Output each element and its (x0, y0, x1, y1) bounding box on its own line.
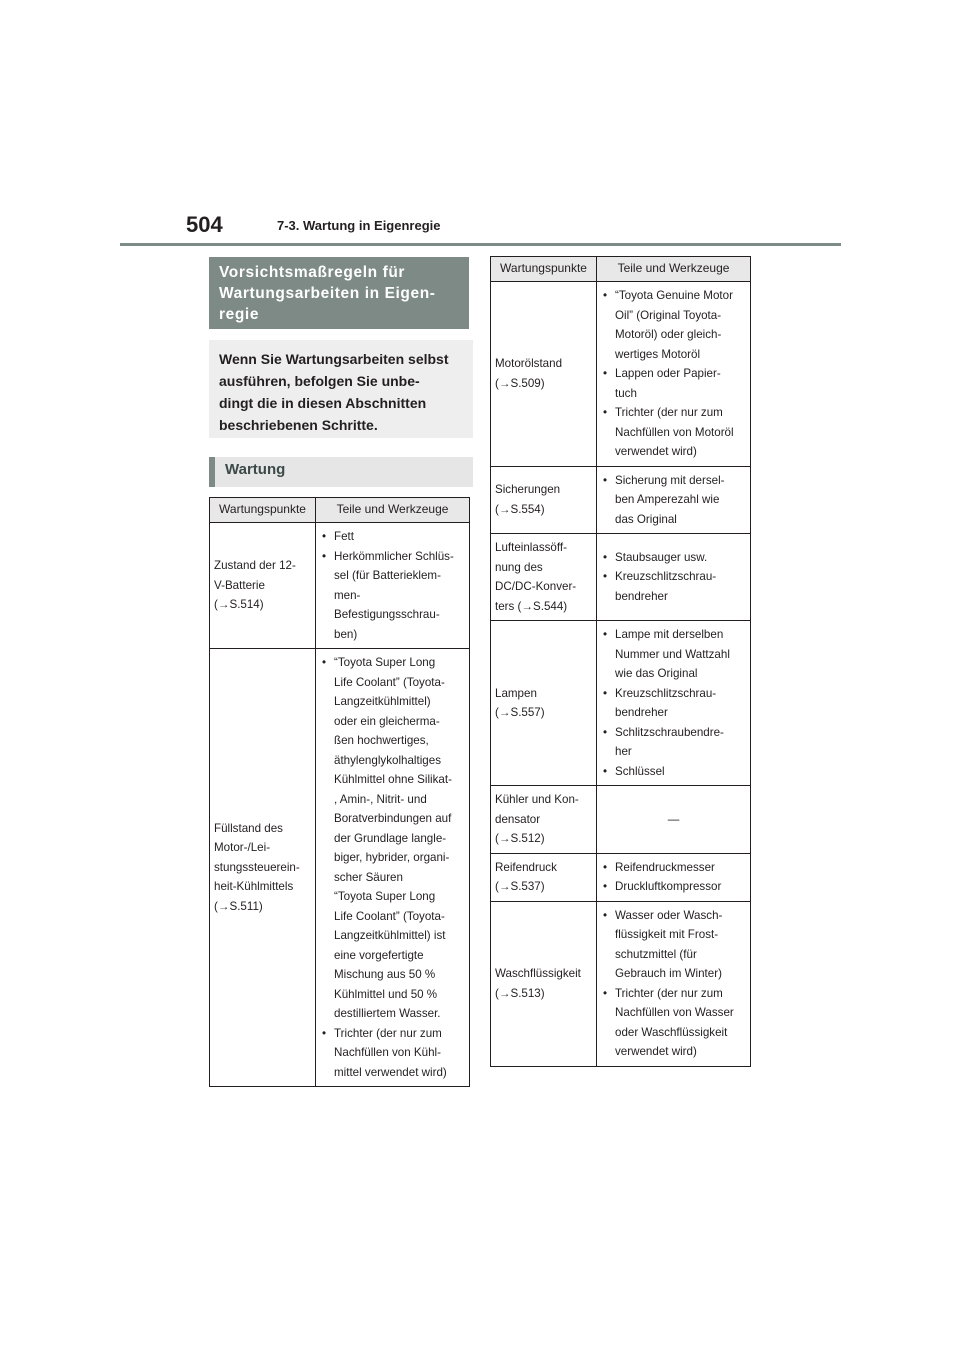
item-line: (→S.513) (495, 986, 545, 1000)
list-item-line: biger, hybrider, organi- (334, 851, 450, 864)
list-item (601, 858, 746, 878)
list-item (601, 286, 746, 364)
item-line: (→S.537) (495, 880, 545, 893)
item-line: heit-Kühlmittels (214, 880, 294, 894)
list-item (601, 364, 746, 403)
list-item-line: das Original (615, 512, 677, 526)
table-row (491, 786, 751, 854)
list-item-line: Trichter (der nur zum (334, 1026, 442, 1040)
list-item (601, 684, 746, 723)
list-item-line: Boratverbindungen auf (334, 812, 452, 825)
intro-line: dingt die in diesen Abschnitten (219, 395, 427, 411)
parts-and-tools (597, 282, 751, 467)
item-line: (→S.512) (495, 832, 545, 845)
item-line: Motor-/Lei- (214, 841, 271, 855)
list-item (601, 877, 746, 897)
list-item (320, 547, 465, 645)
intro-text (209, 340, 473, 438)
maintenance-item (491, 282, 597, 467)
item-line: Kühler und Kon- (495, 793, 579, 806)
item-line: DC/DC-Konver- (495, 580, 577, 593)
list-item-line: äthylenglykolhaltiges (334, 753, 441, 767)
list-item-line: sel (für Batterieklem- (334, 569, 441, 582)
column-header-tools: Teile und Werkzeuge (597, 257, 751, 282)
list-item-line: Staubsauger usw. (615, 550, 708, 564)
item-line: (→S.557) (495, 706, 545, 719)
list-item (601, 403, 746, 462)
list-item-line: , Amin-, Nitrit- und (334, 792, 427, 806)
list-item-line: Nachfüllen von Wasser (615, 1006, 734, 1019)
list-item-line: Lampe mit derselben (615, 628, 724, 641)
title-box (209, 257, 469, 329)
intro-line: ausführen, befolgen Sie unbe- (219, 373, 420, 389)
section-header: 7-3. Wartung in Eigenregie (277, 218, 441, 233)
item-line: Reifendruck (495, 860, 557, 874)
tools-list (601, 286, 746, 462)
tools-list (601, 625, 746, 781)
tools-list (601, 471, 746, 530)
maintenance-item (491, 621, 597, 786)
list-item-line: scher Säuren (334, 870, 403, 884)
list-item-line: Herkömmlicher Schlüs- (334, 549, 454, 563)
list-item-line: “Toyota Genuine Motor (615, 289, 733, 302)
list-item-line: Nummer und Wattzahl (615, 647, 730, 661)
list-item (601, 471, 746, 530)
column-header-items: Wartungspunkte (491, 257, 597, 282)
list-item (601, 762, 746, 782)
list-item-line: men- (334, 588, 361, 602)
list-item-line: flüssigkeit mit Frost- (615, 928, 719, 941)
header-divider (120, 243, 841, 246)
list-item (320, 653, 465, 1024)
table-row (210, 649, 470, 1087)
table-row (491, 466, 751, 534)
maintenance-item (491, 853, 597, 901)
list-item-line: Life Coolant” (Toyota- (334, 909, 445, 923)
parts-and-tools (597, 853, 751, 901)
column-header-items: Wartungspunkte (210, 498, 316, 523)
list-item-line: ßen hochwertiges, (334, 734, 429, 747)
table-row (210, 523, 470, 649)
list-item-line: Druckluftkompressor (615, 880, 722, 893)
parts-and-tools (597, 621, 751, 786)
list-item-line: wie das Original (615, 667, 698, 680)
item-line: Motorölstand (495, 357, 563, 371)
list-item-line: Sicherung mit dersel- (615, 473, 725, 487)
parts-and-tools (316, 649, 470, 1087)
list-item (320, 527, 465, 547)
list-item-line: Reifendruckmesser (615, 860, 715, 874)
list-item-line: Fett (334, 530, 354, 543)
list-item-line: “Toyota Super Long (334, 656, 436, 669)
parts-and-tools (597, 466, 751, 534)
item-line: V-Batterie (214, 578, 265, 592)
list-item-line: verwendet wird) (615, 445, 697, 458)
list-item-line: verwendet wird) (615, 1045, 697, 1058)
section-heading: Wartung (209, 457, 473, 487)
list-item-line: schutzmittel (für (615, 947, 697, 961)
list-item-line: ben) (334, 627, 358, 641)
page-number: 504 (186, 212, 223, 237)
item-line: Füllstand des (214, 821, 283, 835)
list-item-line: Schlüssel (615, 764, 665, 778)
item-line: Waschflüssigkeit (495, 967, 581, 980)
intro-line: Wenn Sie Wartungsarbeiten selbst (219, 351, 449, 367)
maintenance-item (491, 534, 597, 621)
list-item-line: Befestigungsschrau- (334, 608, 440, 621)
item-line: nung des (495, 560, 543, 574)
list-item-line: der Grundlage langle- (334, 831, 447, 845)
list-item-line: Life Coolant” (Toyota- (334, 675, 445, 689)
list-item (601, 567, 746, 606)
none-dash: — (667, 812, 680, 826)
list-item-line: Langzeitkühlmittel) ist (334, 929, 446, 942)
list-item-line: Kühlmittel ohne Silikat- (334, 773, 452, 786)
list-item-line: Schlitzschraubendre- (615, 725, 724, 739)
list-item (601, 723, 746, 762)
tools-list (601, 906, 746, 1062)
parts-and-tools (597, 534, 751, 621)
list-item-line: Motoröl) oder gleich- (615, 328, 722, 341)
list-item-line: oder ein gleicherma- (334, 714, 440, 728)
maintenance-item (210, 649, 316, 1087)
parts-and-tools (316, 523, 470, 649)
item-line: (→S.554) (495, 502, 545, 516)
item-line: ters (→S.544) (495, 599, 568, 613)
list-item-line: eine vorgefertigte (334, 948, 424, 962)
parts-and-tools (597, 901, 751, 1066)
item-line: stungssteuerein- (214, 860, 300, 874)
list-item-line: bendreher (615, 706, 668, 719)
list-item-line: destilliertem Wasser. (334, 1007, 441, 1020)
column-header-tools: Teile und Werkzeuge (316, 498, 470, 523)
list-item-line: bendreher (615, 589, 668, 603)
item-line: (→S.511) (214, 899, 263, 913)
list-item-line: Lappen oder Papier- (615, 367, 721, 380)
item-line: Sicherungen (495, 483, 561, 497)
list-item-line: her (615, 745, 632, 758)
list-item-line: wertiges Motoröl (615, 347, 701, 361)
maintenance-item (491, 901, 597, 1066)
tools-list (601, 858, 746, 897)
list-item-line: Mischung aus 50 % (334, 968, 436, 981)
maintenance-item (210, 523, 316, 649)
list-item-line: Kreuzschlitzschrau- (615, 686, 717, 700)
list-item-line: mittel verwendet wird) (334, 1065, 447, 1079)
maintenance-item (491, 786, 597, 854)
title-line: Vorsichtsmaßregeln für (219, 264, 406, 281)
list-item (601, 906, 746, 984)
table-row (491, 901, 751, 1066)
item-line: densator (495, 812, 541, 826)
list-item-line: Trichter (der nur zum (615, 986, 723, 1000)
tools-list (601, 548, 746, 607)
list-item-line: Oil” (Original Toyota- (615, 308, 722, 322)
item-line: Zustand der 12- (214, 559, 296, 573)
list-item-line: oder Waschflüssigkeit (615, 1025, 728, 1039)
item-line: Lampen (495, 686, 537, 700)
item-line: (→S.514) (214, 598, 264, 612)
list-item-line: Nachfüllen von Kühl- (334, 1046, 441, 1059)
table-row (491, 534, 751, 621)
list-item-line: tuch (615, 386, 637, 400)
tools-list (320, 653, 465, 1082)
list-item-line: Kühlmittel und 50 % (334, 987, 438, 1001)
maintenance-table-left (209, 497, 470, 1087)
list-item-line: Nachfüllen von Motoröl (615, 425, 734, 439)
list-item (601, 548, 746, 568)
list-item-line: Kreuzschlitzschrau- (615, 570, 717, 584)
item-line: Lufteinlassöff- (495, 541, 567, 554)
list-item-line: Trichter (der nur zum (615, 406, 723, 419)
title-line: regie (219, 306, 260, 323)
table-row (491, 621, 751, 786)
table-row (491, 853, 751, 901)
list-item (601, 984, 746, 1062)
intro-line: beschriebenen Schritte. (219, 417, 378, 433)
maintenance-item (491, 466, 597, 534)
table-row (491, 282, 751, 467)
maintenance-table-right (490, 256, 751, 1067)
list-item-line: ben Amperezahl wie (615, 493, 720, 506)
list-item-line: Gebrauch im Winter) (615, 967, 722, 980)
tools-list (320, 527, 465, 644)
list-item-line: Wasser oder Wasch- (615, 908, 723, 922)
parts-and-tools (597, 786, 751, 854)
list-item (320, 1024, 465, 1083)
list-item (601, 625, 746, 684)
list-item-line: “Toyota Super Long (334, 890, 436, 903)
list-item-line: Langzeitkühlmittel) (334, 695, 431, 708)
title-line: Wartungsarbeiten in Eigen- (219, 285, 436, 302)
item-line: (→S.509) (495, 376, 545, 390)
